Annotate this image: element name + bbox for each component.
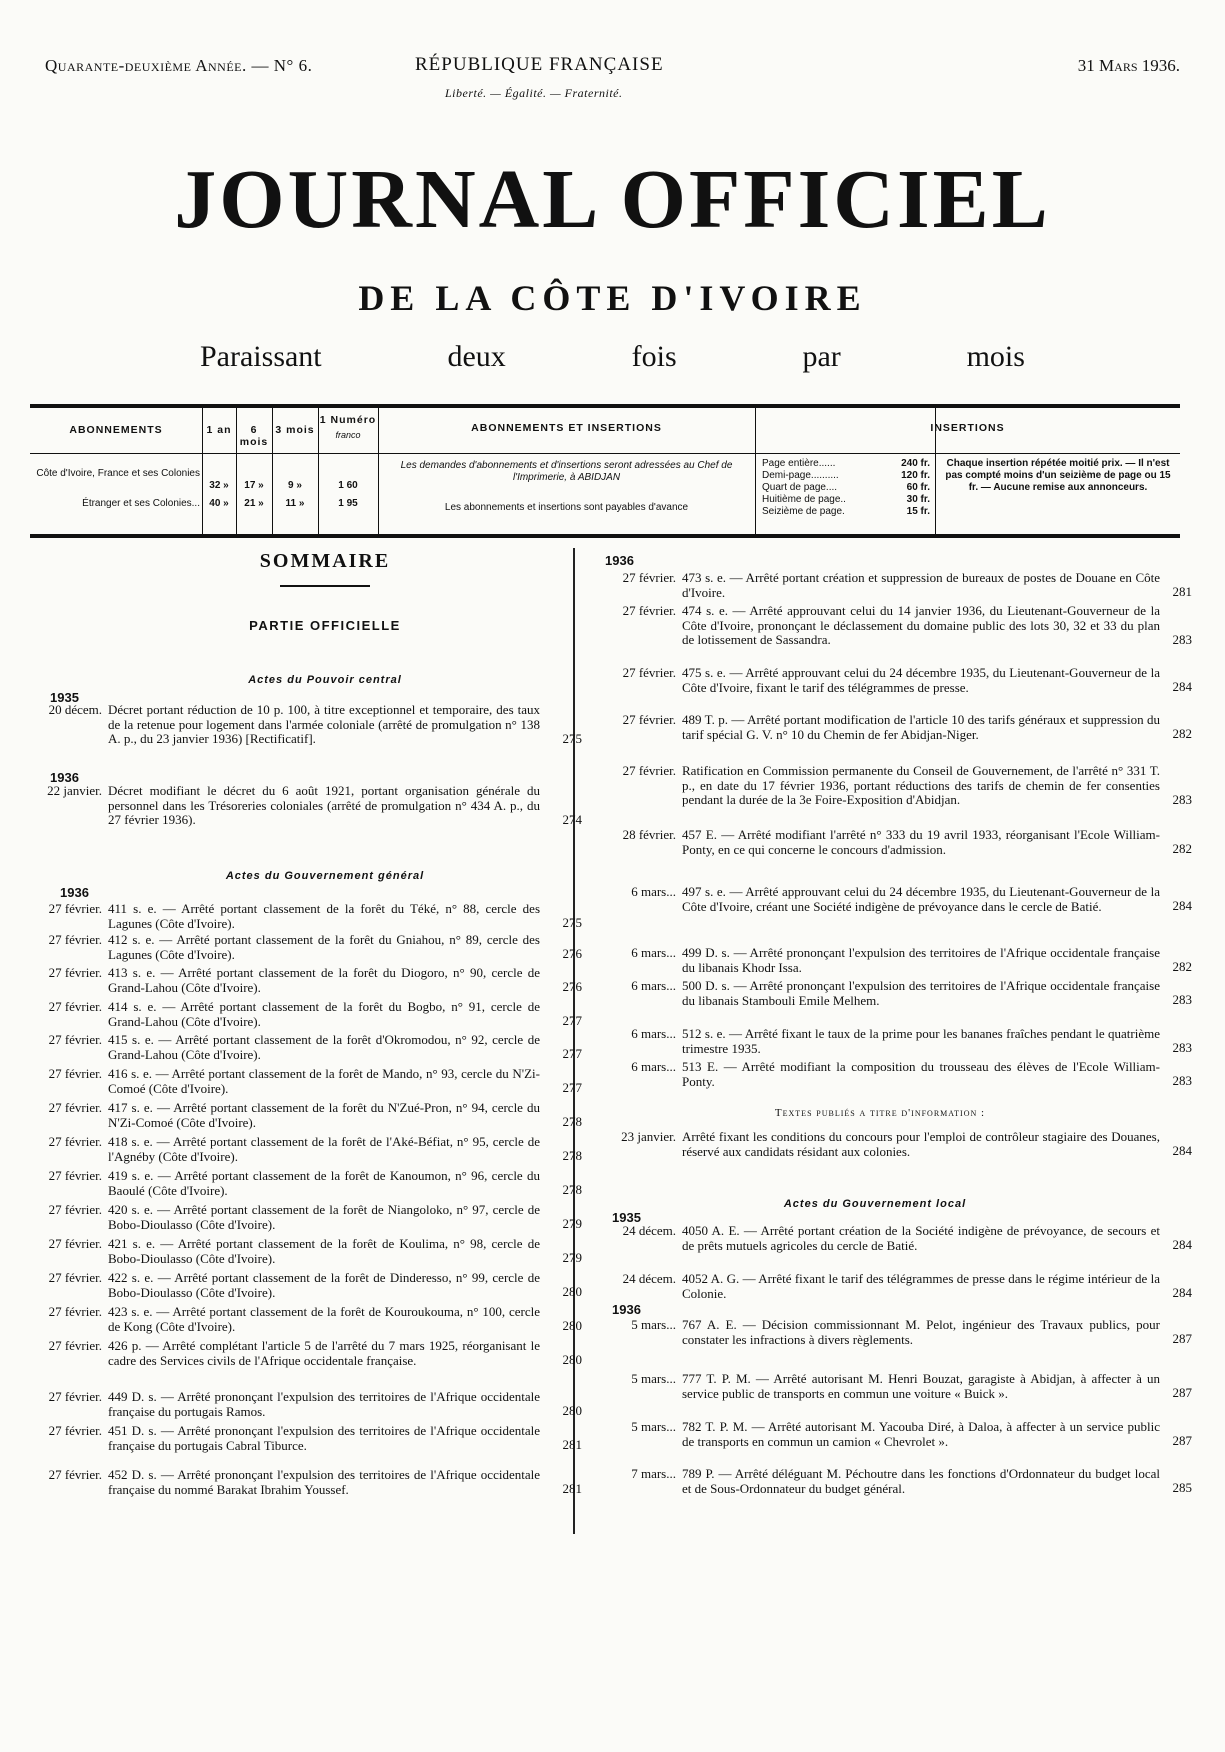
entry-text: 449 D. s. — Arrêté prononçant l'expulsion des territoires de l'Afrique occidentale française du portugais Ramos. [108, 1389, 540, 1419]
ab-ins-text1: Les demandes d'abonnements et d'insertions seront adressées au Chef de l'Imprimerie, à ABIDJAN [400, 460, 733, 483]
entry-text: 423 s. e. — Arrêté portant classement de la forêt de Kouroukouma, n° 100, cercle de Kong (Côte d'Ivoire). [108, 1304, 540, 1334]
entry-page: 283 [1172, 992, 1192, 1007]
entry-text: 451 D. s. — Arrêté prononçant l'expulsion des territoires de l'Afrique occidentale française du portugais Cabral Tiburce. [108, 1423, 540, 1453]
entry-date: 27 février. [48, 1338, 102, 1353]
row1-6mois: 17 » [244, 480, 264, 491]
entry-text: 767 A. E. — Décision commissionnant M. Pelot, ingénieur des Travaux publics, pour constater les infractions à divers règlements. [682, 1317, 1160, 1347]
entry-page: 275 [562, 731, 582, 746]
entry-date: 24 décem. [622, 1271, 676, 1286]
entry-text: 415 s. e. — Arrêté portant classement de la forêt d'Okromodou, n° 92, cercle de Grand-Lahou (Côte d'Ivoire). [108, 1032, 540, 1062]
subscription-table [30, 404, 1180, 538]
entry-page: 287 [1172, 1331, 1192, 1346]
entry-date: 5 mars... [631, 1371, 676, 1386]
entry-page: 278 [562, 1148, 582, 1163]
row1-numero: 1 60 [338, 480, 358, 491]
entry-date: 22 janvier. [47, 783, 102, 798]
entry-page: 284 [1172, 1237, 1192, 1252]
row1-3mois: 9 » [288, 480, 302, 491]
entry-date: 24 décem. [622, 1223, 676, 1238]
entry-page: 278 [562, 1114, 582, 1129]
entry-date: 6 mars... [631, 1026, 676, 1041]
year-label: 1936 [50, 770, 79, 785]
entry-page: 279 [562, 1216, 582, 1231]
entry-page: 283 [1172, 632, 1192, 647]
row2-6mois: 21 » [244, 498, 264, 509]
row1-label: Côte d'Ivoire, France et ses Colonies [36, 468, 200, 479]
entry-text: 513 E. — Arrêté modifiant la composition du trousseau des élèves de l'Ecole William-Ponty. [682, 1059, 1160, 1089]
entry-text: 413 s. e. — Arrêté portant classement de la forêt du Diogoro, n° 90, cercle de Grand-Lahou (Côte d'Ivoire). [108, 965, 540, 995]
entry-page: 282 [1172, 841, 1192, 856]
entry-text: 777 T. P. M. — Arrêté autorisant M. Henri Bouzat, garagiste à Abidjan, à affecter à un service public de transports en commun une voiture « Buick ». [682, 1371, 1160, 1401]
entry-date: 7 mars... [631, 1466, 676, 1481]
section-textes-information: Textes publiés a titre d'information : [774, 1107, 986, 1119]
entry-date: 5 mars... [631, 1419, 676, 1434]
entry-text: 499 D. s. — Arrêté prononçant l'expulsion des territoires de l'Afrique occidentale française du libanais Khodr Issa. [682, 945, 1160, 975]
entry-text: 414 s. e. — Arrêté portant classement de la forêt du Bogbo, n° 91, cercle de Grand-Lahou (Côte d'Ivoire). [108, 999, 540, 1029]
sommaire-title: SOMMAIRE [259, 550, 391, 572]
entry-text: 416 s. e. — Arrêté portant classement de la forêt de Mando, n° 93, cercle du N'Zi-Comoé (Côte d'Ivoire). [108, 1066, 540, 1096]
entry-text: 500 D. s. — Arrêté prononçant l'expulsion des territoires de l'Afrique occidentale française du libanais Stambouli Emile Melhem. [682, 978, 1160, 1008]
entry-page: 276 [562, 979, 582, 994]
entry-page: 284 [1172, 1143, 1192, 1158]
entry-page: 283 [1172, 1040, 1192, 1055]
entry-text: 512 s. e. — Arrêté fixant le taux de la prime pour les bananes fraîches pendant le quatrième trimestre 1935. [682, 1026, 1160, 1056]
entry-page: 282 [1172, 726, 1192, 741]
publication-frequency [200, 340, 1025, 374]
entry-page: 284 [1172, 679, 1192, 694]
entry-page: 282 [1172, 959, 1192, 974]
entry-date: 27 février. [48, 1389, 102, 1404]
frequency-word: mois [966, 340, 1025, 373]
entry-date: 27 février. [48, 1100, 102, 1115]
entry-date: 27 février. [48, 901, 102, 916]
rate-price: 240 fr. [901, 458, 930, 469]
entry-date: 27 février. [622, 603, 676, 618]
entry-text: 452 D. s. — Arrêté prononçant l'expulsion des territoires de l'Afrique occidentale française du nommé Barakat Ibrahim Youssef. [108, 1467, 540, 1497]
entry-text: Décret modifiant le décret du 6 août 1921, portant organisation générale du personnel dans les Trésoreries coloniales (arrêté de promulgation n° 434 A. p., du 27 février 1936). [108, 783, 540, 827]
entry-page: 277 [562, 1046, 582, 1061]
year-issue: Quarante-deuxième Année. — N° 6. [45, 56, 313, 75]
frequency-word: par [802, 340, 841, 373]
entry-page: 285 [1172, 1480, 1192, 1495]
insertions-header: INSERTIONS [930, 422, 1005, 434]
entry-page: 281 [562, 1437, 582, 1452]
column-divider [573, 548, 575, 1534]
entry-text: 457 E. — Arrêté modifiant l'arrêté n° 333 du 19 avril 1933, réorganisant l'Ecole William-Ponty, en ce qui concerne le concours d'admission. [682, 827, 1160, 857]
masthead-title: JOURNAL OFFICIEL [174, 153, 1051, 246]
ab-ins-header: ABONNEMENTS ET INSERTIONS [471, 422, 662, 434]
entry-page: 280 [562, 1352, 582, 1367]
masthead-subtitle: DE LA CÔTE D'IVOIRE [358, 278, 867, 318]
entry-date: 27 février. [48, 965, 102, 980]
entry-date: 27 février. [622, 763, 676, 778]
entry-date: 6 mars... [631, 945, 676, 960]
entry-page: 278 [562, 1182, 582, 1197]
entry-text: Ratification en Commission permanente du Conseil de Gouvernement, de l'arrêté n° 331 T. p., en date du 17 février 1936, portant réductions des tarifs de chemin de fer consenties pendant la durée de la 3e Foire-Exposition d'Abidjan. [682, 763, 1160, 807]
entry-page: 287 [1172, 1433, 1192, 1448]
year-label: 1935 [50, 690, 79, 705]
section-pouvoir-central: Actes du Pouvoir central [248, 674, 402, 686]
row2-numero: 1 95 [338, 498, 358, 509]
rate-label: Quart de page.... [762, 482, 838, 493]
entry-date: 27 février. [622, 712, 676, 727]
entry-page: 284 [1172, 898, 1192, 913]
entry-text: 4050 A. E. — Arrêté portant création de la Société indigène de prévoyance, de secours et de prêts mutuels agricoles du cercle de Batié. [682, 1223, 1160, 1253]
year-label: 1936 [605, 553, 634, 568]
entry-text: Décret portant réduction de 10 p. 100, à titre exceptionnel et temporaire, des taux de la retenue pour logement dans l'armée coloniale (arrêté de promulgation n° 138 A. p., du 23 janvier 1936) [Rectificatif]. [108, 702, 540, 746]
entry-page: 281 [1172, 584, 1192, 599]
year-label: 1936 [60, 885, 89, 900]
issue-date: 31 Mars 1936. [1077, 56, 1180, 75]
rate-label: Huitième de page.. [762, 494, 846, 505]
entry-page: 283 [1172, 792, 1192, 807]
entry-text: 782 T. P. M. — Arrêté autorisant M. Yacouba Diré, à Daloa, à affecter à un service public de transports en commun un camion « Chevrolet ». [682, 1419, 1160, 1449]
entry-date: 5 mars... [631, 1317, 676, 1332]
rate-label: Demi-page.......... [762, 470, 839, 481]
row1-1an: 32 » [209, 480, 229, 491]
entry-date: 27 février. [48, 932, 102, 947]
rate-price: 60 fr. [906, 482, 930, 493]
rate-price: 120 fr. [901, 470, 930, 481]
entry-page: 277 [562, 1013, 582, 1028]
rate-label: Page entière...... [762, 458, 836, 469]
entry-page: 280 [562, 1403, 582, 1418]
rate-label: Seizième de page. [762, 506, 845, 517]
rate-prices [870, 458, 930, 518]
entry-text: 426 p. — Arrêté complétant l'article 5 de l'arrêté du 7 mars 1925, réorganisant le cadre des Services civils de l'Afrique occidentale française. [108, 1338, 540, 1368]
entry-page: 287 [1172, 1385, 1192, 1400]
entry-date: 28 février. [622, 827, 676, 842]
entry-page: 279 [562, 1250, 582, 1265]
ab-ins-text2: Les abonnements et insertions sont payables d'avance [444, 502, 689, 513]
entry-page: 277 [562, 1080, 582, 1095]
entry-date: 27 février. [48, 1066, 102, 1081]
frequency-word: Paraissant [200, 340, 322, 373]
frequency-word: fois [631, 340, 677, 373]
entry-page: 283 [1172, 1073, 1192, 1088]
entry-date: 6 mars... [631, 884, 676, 899]
col-6mois: 6 mois [239, 424, 269, 448]
frequency-word: deux [447, 340, 506, 373]
entry-date: 20 décem. [48, 702, 102, 717]
entry-date: 27 février. [48, 1236, 102, 1251]
entry-text: 421 s. e. — Arrêté portant classement de la forêt de Koulima, n° 98, cercle de Bobo-Dioulasso (Côte d'Ivoire). [108, 1236, 540, 1266]
section-gouvernement-local: Actes du Gouvernement local [783, 1198, 967, 1210]
entry-text: 412 s. e. — Arrêté portant classement de la forêt du Gniahou, n° 89, cercle des Lagunes (Côte d'Ivoire). [108, 932, 540, 962]
entry-date: 27 février. [48, 1202, 102, 1217]
entry-text: 789 P. — Arrêté déléguant M. Péchoutre dans les fonctions d'Ordonnateur du budget local et de Sous-Ordonnateur du budget général. [682, 1466, 1160, 1496]
entry-text: 422 s. e. — Arrêté portant classement de la forêt de Dinderesso, n° 99, cercle de Bobo-Dioulasso (Côte d'Ivoire). [108, 1270, 540, 1300]
entry-page: 274 [562, 812, 582, 827]
entry-page: 275 [562, 915, 582, 930]
sommaire-rule [280, 585, 370, 587]
entry-text: 419 s. e. — Arrêté portant classement de la forêt de Kanoumon, n° 96, cercle du Baoulé (Côte d'Ivoire). [108, 1168, 540, 1198]
entry-text: 417 s. e. — Arrêté portant classement de la forêt du N'Zué-Pron, n° 94, cercle du N'Zi-Comoé (Côte d'Ivoire). [108, 1100, 540, 1130]
entry-text: 473 s. e. — Arrêté portant création et suppression de bureaux de postes de Douane en Côte d'Ivoire. [682, 570, 1160, 600]
entry-text: 411 s. e. — Arrêté portant classement de la forêt du Téké, n° 88, cercle des Lagunes (Côte d'Ivoire). [108, 901, 540, 931]
entry-text: 475 s. e. — Arrêté approuvant celui du 24 décembre 1935, du Lieutenant-Gouverneur de la Côte d'Ivoire, fixant le tarif des télégrammes de presse. [682, 665, 1160, 695]
entry-text: Arrêté fixant les conditions du concours pour l'emploi de contrôleur stagiaire des Douanes, réservé aux candidats résidant aux colonies. [682, 1129, 1160, 1159]
entry-text: 497 s. e. — Arrêté approuvant celui du 24 décembre 1935, du Lieutenant-Gouverneur de la Côte d'Ivoire, créant une Société indigène de prévoyance dans le cercle de Batié. [682, 884, 1160, 914]
entry-page: 281 [562, 1481, 582, 1496]
entry-text: 474 s. e. — Arrêté approuvant celui du 14 janvier 1936, du Lieutenant-Gouverneur de la Côte d'Ivoire, prononçant le déclassement du domaine public des lots 30, 32 et 33 du plan de lotissement de Sassandra. [682, 603, 1160, 647]
entry-page: 280 [562, 1318, 582, 1333]
section-gouvernement-general: Actes du Gouvernement général [225, 870, 425, 882]
entry-page: 284 [1172, 1285, 1192, 1300]
rate-price: 15 fr. [906, 506, 930, 517]
republic-motto: Liberté. — Égalité. — Fraternité. [445, 86, 623, 100]
entry-date: 6 mars... [631, 978, 676, 993]
entry-date: 6 mars... [631, 1059, 676, 1074]
entry-date: 27 février. [48, 1168, 102, 1183]
entry-text: 418 s. e. — Arrêté portant classement de la forêt de l'Aké-Béfiat, n° 95, cercle de l'Agnéby (Côte d'Ivoire). [108, 1134, 540, 1164]
rate-labels [762, 458, 870, 518]
entry-page: 276 [562, 946, 582, 961]
entry-date: 27 février. [48, 1270, 102, 1285]
entry-date: 27 février. [48, 1467, 102, 1482]
col-numero: 1 Numéro [319, 414, 377, 426]
partie-officielle: PARTIE OFFICIELLE [249, 618, 401, 633]
entry-text: 4052 A. G. — Arrêté fixant le tarif des télégrammes de presse dans le régime intérieur de la Colonie. [682, 1271, 1160, 1301]
entry-text: 489 T. p. — Arrêté portant modification de l'article 10 des tarifs généraux et suppression du tarif spécial G. V. n° 10 du Chemin de fer Abidjan-Niger. [682, 712, 1160, 742]
entry-date: 27 février. [48, 1423, 102, 1438]
col-3mois: 3 mois [275, 424, 315, 436]
entry-date: 27 février. [48, 999, 102, 1014]
entry-date: 27 février. [48, 1304, 102, 1319]
entry-date: 27 février. [48, 1134, 102, 1149]
entry-date: 27 février. [622, 570, 676, 585]
col-numero-sub: franco [335, 430, 361, 440]
entry-date: 23 janvier. [621, 1129, 676, 1144]
entry-date: 27 février. [622, 665, 676, 680]
entry-date: 27 février. [48, 1032, 102, 1047]
republic-title: RÉPUBLIQUE FRANÇAISE [415, 54, 664, 75]
abonnements-header: ABONNEMENTS [69, 424, 163, 436]
year-label: 1936 [612, 1302, 641, 1317]
col-1an: 1 an [206, 424, 232, 436]
top-line [45, 54, 1180, 100]
rate-price: 30 fr. [906, 494, 930, 505]
entry-text: 420 s. e. — Arrêté portant classement de la forêt de Niangoloko, n° 97, cercle de Bobo-Dioulasso (Côte d'Ivoire). [108, 1202, 540, 1232]
row2-label: Étranger et ses Colonies... [82, 498, 200, 509]
insertions-note: Chaque insertion répétée moitié prix. — Il n'est pas compté moins d'un seizième de page ou 15 fr. — Aucune remise aux annonceurs. [945, 458, 1171, 493]
row2-3mois: 11 » [285, 498, 305, 509]
year-label: 1935 [612, 1210, 641, 1225]
entry-page: 280 [562, 1284, 582, 1299]
row2-1an: 40 » [209, 498, 229, 509]
